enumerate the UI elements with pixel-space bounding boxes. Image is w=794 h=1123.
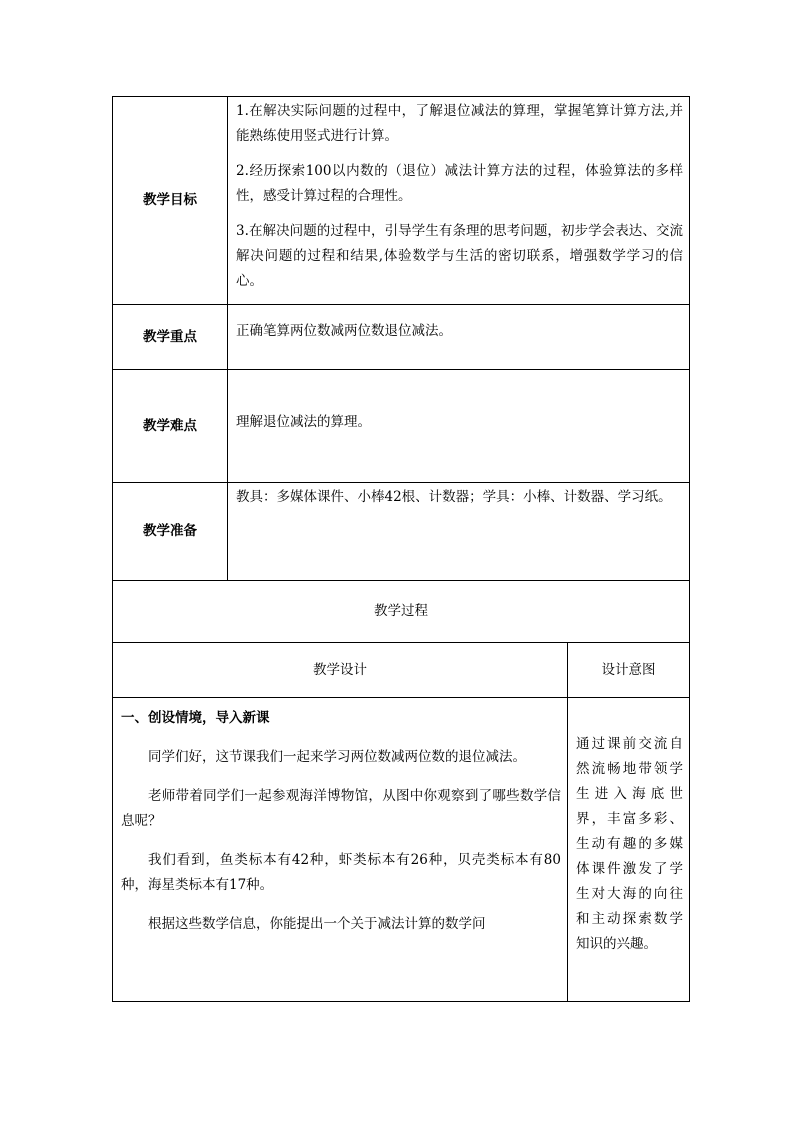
process-title: 教学过程 [113, 581, 690, 643]
row-objectives [113, 97, 690, 305]
objectives-content [228, 97, 690, 305]
row-column-headers [113, 643, 690, 698]
objective-3: 3.在解决问题的过程中，引导学生有条理的思考问题，初步学会表达、交流解决问题的过程和结果,体验数学与生活的密切联系，增强数学学习的信心。 [236, 223, 684, 289]
row-key-points [113, 305, 690, 370]
preparation-label: 教学准备 [113, 483, 228, 581]
design-paragraph-3: 我们看到，鱼类标本有42种，虾类标本有26种，贝壳类标本有80种，海星类标本有17种。 [121, 852, 561, 893]
section-heading: 一、创设情境，导入新课 [121, 710, 270, 726]
row-process-content [113, 698, 690, 1002]
difficulties-label: 教学难点 [113, 370, 228, 483]
objective-2: 2.经历探索100以内数的（退位）减法计算方法的过程，体验算法的多样性，感受计算过程的合理性。 [236, 163, 684, 204]
row-process-title [113, 581, 690, 643]
row-preparation [113, 483, 690, 581]
objective-1: 1.在解决实际问题的过程中，了解退位减法的算理，掌握笔算计算方法,并能熟练使用竖式进行计算。 [236, 103, 684, 144]
intent-content: 通过课前交流自然流畅地带领学生进入海底世界，丰富多彩、生动有趣的多媒体课件激发了学生对大海的向往和主动探索数学知识的兴趣。 [568, 698, 690, 1002]
key-points-content [228, 305, 690, 370]
difficulties-content [228, 370, 690, 483]
key-point-text: 正确笔算两位数减两位数退位减法。 [236, 323, 452, 339]
preparation-content [228, 483, 690, 581]
design-paragraph-1: 同学们好，这节课我们一起来学习两位数减两位数的退位减法。 [148, 749, 526, 765]
row-difficulties [113, 370, 690, 483]
design-content [113, 698, 568, 1002]
design-header: 教学设计 [113, 643, 568, 698]
design-paragraph-4: 根据这些数学信息，你能提出一个关于减法计算的数学问 [148, 916, 486, 932]
lesson-plan-table [112, 96, 690, 1002]
key-points-label: 教学重点 [113, 305, 228, 370]
objectives-label: 教学目标 [113, 97, 228, 305]
difficulty-text: 理解退位减法的算理。 [236, 413, 371, 430]
preparation-text: 教具：多媒体课件、小棒42根、计数器；学具：小棒、计数器、学习纸。 [236, 489, 672, 505]
intent-header: 设计意图 [568, 643, 690, 698]
design-paragraph-2: 老师带着同学们一起参观海洋博物馆，从图中你观察到了哪些数学信息呢？ [121, 788, 561, 829]
